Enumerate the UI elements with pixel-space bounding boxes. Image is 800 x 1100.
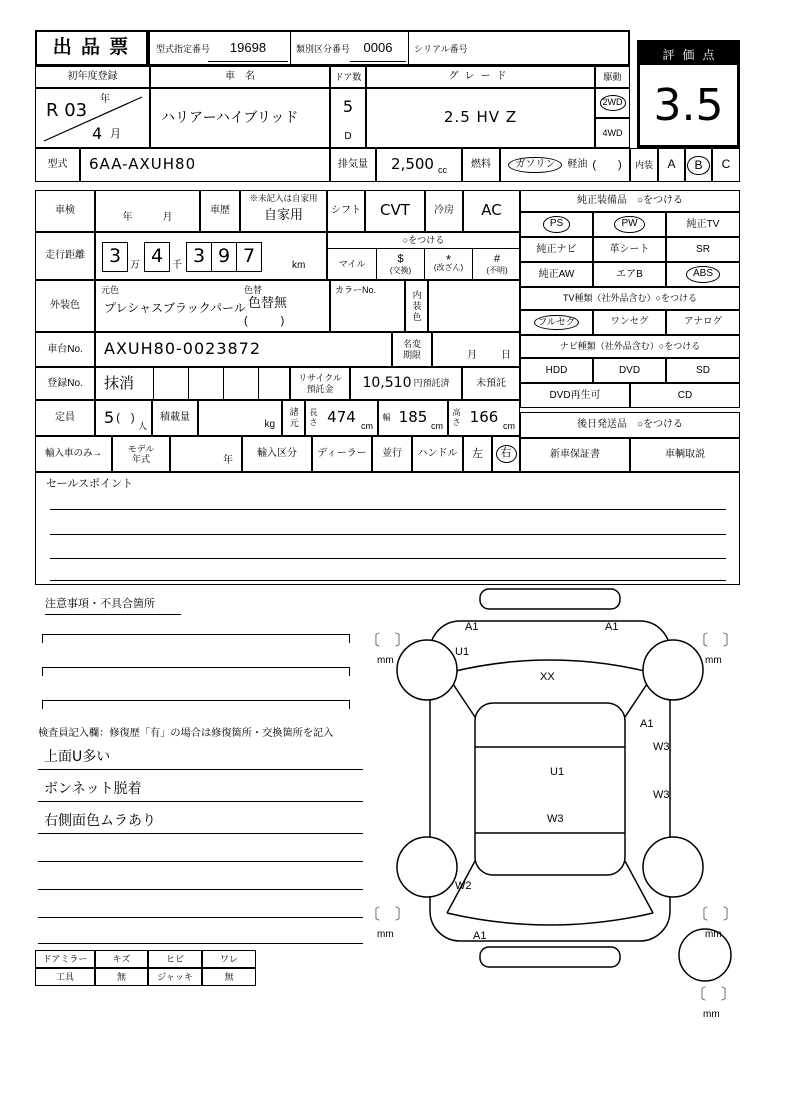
measure-unit: mm [705, 655, 722, 666]
divider [258, 368, 259, 399]
measure-bracket: 〔 〕 [365, 632, 411, 649]
mileage-label: 走行距離 [35, 232, 95, 280]
orig-color-value: プレシャスブラックパール [104, 301, 246, 315]
displacement-label: 排気量 [330, 148, 376, 182]
first-reg-month-suffix: 月 [110, 128, 121, 141]
model-year-label [112, 436, 170, 472]
cooling-label: 冷房 [425, 190, 463, 232]
first-reg-cell [35, 88, 150, 148]
load-cell [198, 400, 282, 436]
mileage-cell [95, 232, 327, 280]
import-parallel: 並行 [372, 436, 412, 472]
measure-unit: mm [703, 1009, 720, 1020]
doors-value: 5 [342, 97, 354, 116]
model-year-label-2: 年式 [131, 454, 150, 464]
ruled-line [50, 534, 726, 535]
inspector-line-blank [38, 918, 363, 944]
equip-leather: 革シート [593, 237, 666, 262]
tv-analog: アナログ [666, 310, 740, 335]
handwritten-circle [508, 157, 562, 174]
tools-cell: 無 [202, 968, 256, 986]
name-change-month: 月 [467, 349, 477, 361]
fuel-diesel: 軽油 [567, 159, 588, 171]
load-label: 積載量 [152, 400, 198, 436]
equip-pw: PW [621, 218, 638, 230]
recycle-value: 10,510 [362, 375, 412, 392]
later-ship-header: 後日発送品 ○をつける [520, 412, 740, 438]
navi-type-header: ナビ種類（社外品含む）○をつける [520, 335, 740, 358]
first-reg-era: R 03 [46, 100, 88, 121]
car-name-header: 車 名 [150, 66, 330, 88]
handle-right-cell [492, 436, 520, 472]
damage-mark: W3 [653, 789, 670, 801]
interior-grade-c: C [712, 148, 740, 182]
capacity-paren: ( ) [116, 411, 135, 424]
doors-suffix: D [344, 130, 352, 142]
handwritten-circle [687, 156, 709, 175]
measure-bracket: 〔 〕 [693, 632, 739, 649]
orig-color-label: 元色 [101, 285, 120, 295]
measure-bracket: 〔 〕 [691, 986, 737, 1003]
equip-abs-cell [666, 262, 740, 287]
evaluation-score: 3.5 [653, 79, 724, 131]
interior-grade-b-cell [685, 148, 712, 182]
shaken-cell [95, 190, 200, 232]
int-color-label-cell [405, 280, 428, 332]
damage-mark: U1 [455, 646, 470, 658]
mileage-marks-header: ○をつける [328, 233, 519, 249]
mileage-digit: 3 [186, 242, 212, 272]
navi-cd: CD [630, 383, 740, 408]
model-value: 6AA-AXUH80 [80, 148, 330, 182]
import-only-label: 輸入車のみ→ [35, 436, 112, 472]
inspector-line-3: 右側面色ムラあり [38, 806, 363, 834]
equip-ps: PS [549, 218, 564, 230]
damage-mark: W3 [547, 813, 564, 825]
history-value: 自家用 [263, 206, 303, 222]
tools-cell: 無 [95, 968, 148, 986]
recycle-label-2: 預託金 [306, 383, 334, 394]
reg-no-label: 登録No. [35, 367, 95, 400]
inspector-line-blank [38, 864, 363, 890]
rear-window-line [447, 913, 653, 925]
navi-dvd: DVD [593, 358, 666, 383]
mileage-digit: 7 [236, 242, 262, 272]
recycle-suffix: 円預託済 [413, 378, 450, 389]
name-change-label-1: 名変 [402, 339, 421, 350]
model-code-value: 19698 [208, 36, 288, 62]
name-change-label [392, 332, 432, 367]
name-change-cell [432, 332, 520, 367]
model-label: 型式 [35, 148, 80, 182]
handwritten-circle [686, 266, 720, 283]
width-label: 幅 [382, 413, 391, 422]
height-unit: cm [503, 420, 515, 431]
wheel-front-left [397, 640, 457, 700]
name-change-day: 日 [501, 349, 511, 361]
mileage-mark-star [424, 249, 472, 279]
equip-ps-cell [520, 212, 593, 237]
shift-value: CVT [365, 190, 425, 232]
evaluation-label: 評価点 [640, 43, 737, 65]
handwritten-circle [534, 315, 580, 331]
length-value: 474 [327, 408, 356, 427]
length-unit: cm [361, 420, 373, 431]
displacement-unit: cc [437, 164, 447, 175]
later-ship-manual: 車輌取説 [630, 438, 740, 472]
wheel-rear-right [643, 837, 703, 897]
model-year-label-1: モデル [127, 443, 155, 454]
mileage-digit: 3 [102, 242, 128, 272]
star-note: (改ざん) [433, 263, 464, 273]
star-symbol: * [445, 251, 452, 267]
inspector-line-blank [38, 836, 363, 862]
mileage-unit-man: 万 [130, 259, 140, 271]
tools-cell: ヒビ [148, 950, 202, 968]
import-division-label: 輸入区分 [242, 436, 312, 472]
equip-tv: 純正TV [666, 212, 740, 237]
class-code-value: 0006 [350, 36, 406, 62]
doors-cell [330, 88, 366, 148]
ruled-line [50, 509, 726, 510]
mileage-mark-mile: マイル [338, 258, 366, 269]
front-bumper [480, 589, 620, 609]
recycle-cell [350, 367, 462, 400]
capacity-unit: 人 [137, 420, 147, 431]
capacity-cell [95, 400, 152, 436]
tv-fullseg-cell [520, 310, 593, 335]
fuel-cell [500, 148, 630, 182]
damage-mark: XX [540, 671, 555, 683]
wheel-rear-left [397, 837, 457, 897]
handle-label: ハンドル [412, 436, 463, 472]
inspector-line-2: ボンネット脱着 [38, 774, 363, 802]
equip-sr: SR [666, 237, 740, 262]
damage-mark: W2 [455, 880, 472, 892]
notes-bracket-line [42, 667, 350, 676]
navi-dvd-play: DVD再生可 [520, 383, 630, 408]
handwritten-circle [496, 445, 517, 463]
drive-header: 駆動 [595, 66, 630, 88]
handwritten-circle [614, 216, 644, 233]
tools-cell: ジャッキ [148, 968, 202, 986]
width-unit: cm [431, 420, 443, 431]
history-label: 車歴 [200, 190, 240, 232]
interior-grade-a: A [658, 148, 685, 182]
shaken-label: 車検 [35, 190, 95, 232]
history-cell [240, 190, 327, 232]
grade-header: グレード [366, 66, 595, 88]
equip-pw-cell [593, 212, 666, 237]
hash-note: (不明) [486, 265, 508, 275]
reg-no-cell [95, 367, 290, 400]
width-cell [378, 400, 448, 436]
cooling-value: AC [463, 190, 520, 232]
damage-mark: A1 [605, 621, 619, 633]
tv-fullseg: フルセグ [537, 316, 576, 328]
dimensions-label-cell [282, 400, 305, 436]
ruled-line [50, 558, 726, 559]
mileage-digit: 4 [144, 242, 170, 272]
damage-mark: A1 [465, 621, 479, 633]
evaluation-box [637, 40, 740, 148]
divider [188, 368, 189, 399]
width-value: 185 [398, 408, 428, 427]
hash-symbol: # [493, 253, 501, 266]
color-no-label: カラーNo. [335, 285, 377, 295]
divider [290, 32, 291, 64]
drive-4wd: 4WD [595, 118, 630, 148]
notes-label: 注意事項・不具合箇所 [45, 595, 181, 615]
first-reg-header: 初年度登録 [35, 66, 150, 88]
equip-abs: ABS [692, 268, 713, 280]
tools-cell: ドアミラー [35, 950, 95, 968]
fuel-gasoline: ガソリン [515, 158, 556, 170]
divider [153, 368, 154, 399]
car-name-value: ハリアーハイブリッド [150, 88, 330, 148]
mileage-mark-dollar [376, 249, 424, 279]
doors-header: ドア数 [330, 66, 366, 88]
inspector-note: 検査員記入欄：修復歴「有」の場合は修復箇所・交換箇所を記入 [38, 728, 334, 739]
import-dealer: ディーラー [312, 436, 372, 472]
capacity-label: 定員 [35, 400, 95, 436]
cabin-outline [475, 703, 625, 875]
history-note: ※未記入は自家用 [249, 193, 318, 203]
divider [408, 32, 409, 64]
drive-2wd-cell [595, 88, 630, 118]
handle-left: 左 [463, 436, 492, 472]
dollar-symbol: $ [397, 253, 404, 266]
shift-label: シフト [327, 190, 365, 232]
ext-color-cell [95, 280, 330, 332]
displacement-value: 2,500 [391, 155, 434, 174]
capacity-value: 5 [104, 407, 115, 427]
displacement-cell [376, 148, 462, 182]
serial-label: シリアル番号 [414, 44, 468, 54]
mileage-digit: 9 [211, 242, 237, 272]
first-reg-month: 4 [92, 123, 103, 143]
color-no-cell [330, 280, 405, 332]
height-value: 166 [469, 408, 499, 427]
class-code-label: 類別区分番号 [296, 44, 351, 54]
damage-mark: U1 [550, 766, 565, 778]
divider [223, 368, 224, 399]
change-color-paren: ( ) [244, 315, 285, 327]
tools-cell: キズ [95, 950, 148, 968]
model-year-cell [170, 436, 242, 472]
mileage-marks-cell [327, 232, 520, 280]
notes-bracket-line [42, 700, 350, 709]
damage-mark: A1 [473, 930, 487, 942]
wheel-front-right [643, 640, 703, 700]
notes-bracket-line [42, 634, 350, 643]
dimensions-label: 諸元 [288, 407, 299, 429]
measure-bracket: 〔 〕 [365, 906, 411, 923]
header-info-strip [148, 30, 630, 66]
inspector-line-blank [38, 892, 363, 918]
ruled-line [50, 580, 726, 581]
length-cell [305, 400, 378, 436]
mileage-mark-hash [472, 249, 521, 279]
interior-grade-b: B [694, 157, 703, 172]
drive-2wd: 2WD [602, 97, 623, 108]
damage-mark: A1 [640, 718, 654, 730]
shaken-month: 月 [162, 211, 173, 223]
load-unit: kg [264, 418, 275, 430]
inspector-line-1: 上面U多い [38, 742, 363, 770]
tv-type-header: TV種類（社外品含む）○をつける [520, 287, 740, 310]
name-change-label-2: 期限 [402, 349, 421, 360]
equip-aw: 純正AW [520, 262, 593, 287]
tools-cell: 工具 [35, 968, 95, 986]
handwritten-circle [600, 95, 626, 110]
int-color-label: 内装色 [411, 289, 422, 323]
height-label: 高さ [452, 408, 461, 427]
first-reg-year-suffix: 年 [100, 94, 110, 105]
change-color-value: 色替無 [248, 296, 288, 311]
rear-bumper [480, 947, 620, 967]
chassis-label: 車台No. [35, 332, 95, 367]
measure-unit: mm [705, 929, 722, 940]
sheet-title: 出 品 票 [35, 30, 148, 66]
fuel-paren: ( ) [592, 158, 622, 171]
equipment-header: 純正装備品 ○をつける [520, 190, 740, 212]
recycle-not-deposited: 未預託 [462, 367, 520, 400]
mileage-unit-sen: 千 [172, 259, 182, 271]
interior-grade-label: 内装 [630, 148, 658, 182]
change-color-label: 色替 [244, 285, 263, 295]
tv-oneseg: ワンセグ [593, 310, 666, 335]
equip-navi: 純正ナビ [520, 237, 593, 262]
recycle-label [290, 367, 350, 400]
grade-value: 2.5 HV Z [366, 88, 595, 148]
sales-point-label: セールスポイント [46, 478, 134, 490]
shaken-year: 年 [122, 211, 133, 223]
navi-hdd: HDD [520, 358, 593, 383]
damage-mark: W3 [653, 741, 670, 753]
sales-point-box [35, 472, 740, 585]
navi-sd: SD [666, 358, 740, 383]
chassis-value: AXUH80-0023872 [95, 332, 392, 367]
length-label: 長さ [309, 408, 318, 427]
fuel-label: 燃料 [462, 148, 500, 182]
equip-airbag: エアB [593, 262, 666, 287]
later-ship-warranty: 新車保証書 [520, 438, 630, 472]
measure-unit: mm [377, 655, 394, 666]
measure-unit: mm [377, 929, 394, 940]
reg-no-value: 抹消 [104, 374, 135, 392]
handle-right: 右 [500, 447, 512, 460]
height-cell [448, 400, 520, 436]
int-color-cell [428, 280, 520, 332]
ext-color-label: 外装色 [35, 280, 95, 332]
model-year-suffix: 年 [223, 454, 233, 466]
vehicle-diagram [365, 585, 750, 1020]
mileage-unit-km: km [292, 259, 306, 271]
model-code-label: 型式指定番号 [156, 44, 211, 54]
dollar-note: (交換) [389, 265, 412, 275]
handwritten-circle [543, 216, 570, 233]
recycle-label-1: リサイクル [298, 373, 342, 384]
measure-bracket: 〔 〕 [693, 906, 739, 923]
tools-cell: ワレ [202, 950, 256, 968]
